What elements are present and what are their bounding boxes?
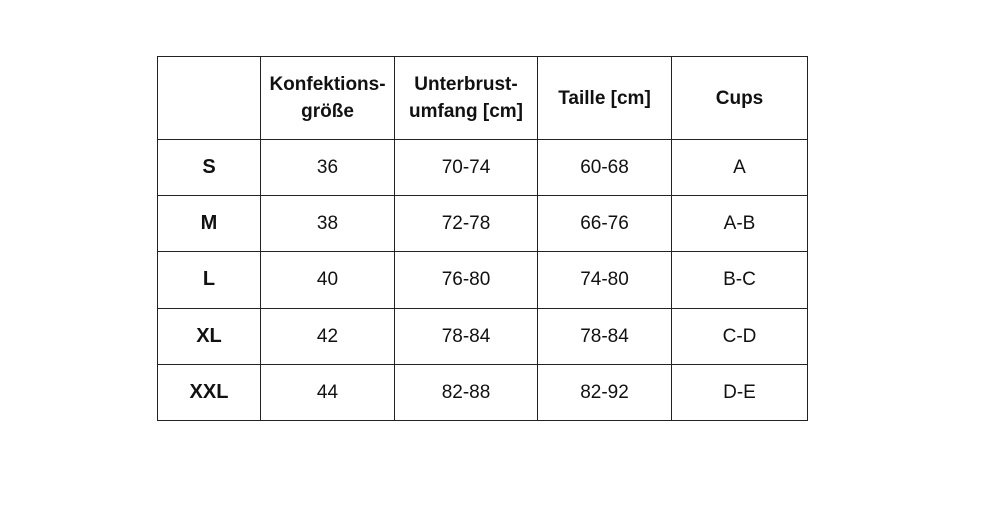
table-row [158,364,808,420]
size-label: XL [158,308,261,364]
size-label: S [158,140,261,196]
table-row [158,140,808,196]
table-row [158,252,808,308]
cups-cell: B-C [672,252,808,308]
header-konfektionsgroesse-line1: Konfektions- [269,74,386,95]
konfektion-cell: 36 [261,140,395,196]
unterbrust-cell: 82-88 [395,364,538,420]
header-corner-cell [158,57,261,140]
header-unterbrustumfang-line2: umfang [cm] [409,101,523,122]
taille-cell: 78-84 [538,308,672,364]
cups-cell: D-E [672,364,808,420]
cups-cell: A [672,140,808,196]
header-konfektionsgroesse-line2: größe [301,101,354,122]
taille-cell: 66-76 [538,196,672,252]
header-cups: Cups [672,57,808,140]
table-row [158,196,808,252]
unterbrust-cell: 72-78 [395,196,538,252]
taille-cell: 74-80 [538,252,672,308]
cups-cell: C-D [672,308,808,364]
unterbrust-cell: 78-84 [395,308,538,364]
taille-cell: 82-92 [538,364,672,420]
size-label: L [158,252,261,308]
size-label: XXL [158,364,261,420]
unterbrust-cell: 76-80 [395,252,538,308]
unterbrust-cell: 70-74 [395,140,538,196]
konfektion-cell: 40 [261,252,395,308]
taille-cell: 60-68 [538,140,672,196]
header-unterbrustumfang-line1: Unterbrust- [414,74,518,95]
header-unterbrustumfang [395,57,538,140]
table-header-row [158,57,808,140]
table-row [158,308,808,364]
cups-cell: A-B [672,196,808,252]
size-chart-table [157,56,808,421]
konfektion-cell: 38 [261,196,395,252]
konfektion-cell: 42 [261,308,395,364]
size-label: M [158,196,261,252]
header-taille: Taille [cm] [538,57,672,140]
konfektion-cell: 44 [261,364,395,420]
header-konfektionsgroesse [261,57,395,140]
